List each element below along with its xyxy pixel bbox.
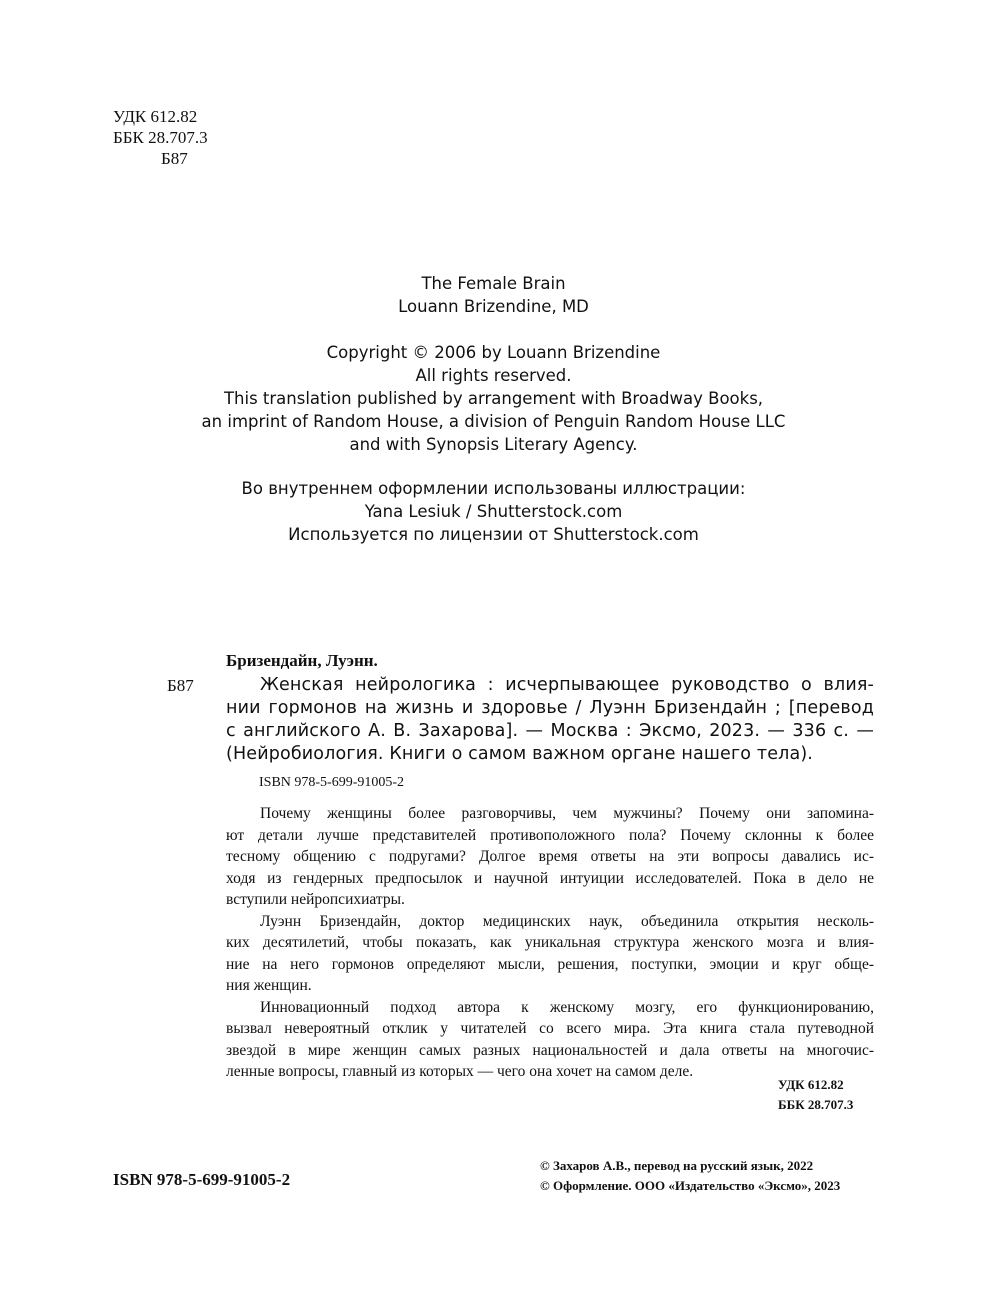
footer-udk: УДК 612.82 — [778, 1077, 844, 1092]
illustrations-notice — [0, 477, 987, 546]
bib-author-mark: Б87 — [167, 676, 194, 695]
annotation-line: ние на него гормонов определяют мысли, решения, поступки, эмоции и круг обще- — [226, 955, 874, 973]
bib-line: (Нейробиология. Книги о самом важном органе нашего тела). — [226, 744, 814, 764]
annotation-line: Инновационный подход автора к женскому мозгу, его функционированию, — [260, 998, 874, 1016]
copyright-line: Copyright © 2006 by Louann Brizendine — [326, 343, 661, 362]
annotation-line: Луэнн Бризендайн, доктор медицинских наук, объединила открытия несколь- — [260, 912, 874, 930]
classification-codes — [113, 106, 208, 169]
original-edition — [0, 272, 987, 318]
author-mark: Б87 — [161, 149, 188, 168]
bib-line: с английского А. В. Захарова]. — Москва : Эксмо, 2023. — 336 с. — — [226, 721, 874, 741]
copyright-line: All rights reserved. — [415, 366, 572, 385]
footer-isbn: ISBN 978-5-699-91005-2 — [113, 1170, 291, 1189]
annotation-line: ния женщин. — [226, 977, 312, 994]
bib-author-heading: Бризендайн, Луэнн. — [226, 651, 378, 670]
udk-code: УДК 612.82 — [113, 107, 198, 126]
original-title: The Female Brain — [421, 274, 566, 293]
copyright-design: © Оформление. ООО «Издательство «Эксмо», 2023 — [540, 1178, 841, 1193]
annotation-line: Почему женщины более разговорчивы, чем мужчины? Почему они запомина- — [260, 805, 874, 822]
annotation-line: ют детали лучше представителей противоположного пола? Почему склонны к более — [226, 826, 874, 844]
bbk-code: ББК 28.707.3 — [113, 128, 208, 147]
bib-description — [226, 674, 874, 766]
copyright-line: This translation published by arrangement with Broadway Books, — [223, 389, 764, 408]
footer-copyrights — [540, 1156, 840, 1196]
copyright-line: and with Synopsis Literary Agency. — [349, 435, 638, 454]
bib-isbn: ISBN 978-5-699-91005-2 — [259, 775, 405, 790]
copyright-notice — [0, 341, 987, 456]
annotation-line: вызвал невероятный отклик у читателей со всего мира. Эта книга стала путеводной — [226, 1020, 874, 1037]
annotation-line: вступили нейропсихиатры. — [226, 891, 405, 908]
footer-bbk: ББК 28.707.3 — [778, 1097, 854, 1112]
annotation-line: ленные вопросы, главный из которых — чего она хочет на самом деле. — [226, 1063, 694, 1080]
original-author: Louann Brizendine, MD — [398, 297, 589, 316]
annotation-line: ходя из гендерных предпосылок и научной интуиции исследователей. Пока в дело не — [226, 869, 874, 887]
annotation-line: ких десятилетий, чтобы показать, как уникальная структура женского мозга и влия- — [226, 934, 874, 951]
illustrations-line: Во внутреннем оформлении использованы иллюстрации: — [241, 479, 746, 498]
annotation-line: звездой в мире женщин самых разных национальностей и дала ответы на многочис- — [226, 1041, 874, 1059]
copyright-line: an imprint of Random House, a division of Penguin Random House LLC — [201, 412, 786, 431]
illustrations-line: Используется по лицензии от Shutterstock.com — [288, 525, 699, 544]
illustrations-line: Yana Lesiuk / Shutterstock.com — [364, 502, 623, 521]
footer-classification — [778, 1075, 853, 1115]
copyright-translation: © Захаров А.В., перевод на русский язык, 2022 — [540, 1158, 814, 1173]
annotation — [226, 803, 874, 1083]
annotation-line: тесному общению с подругами? Долгое время ответы на эти вопросы давались ис- — [226, 848, 874, 865]
bib-line: Женская нейрологика : исчерпывающее руководство о влия- — [260, 675, 874, 695]
bib-line: нии гормонов на жизнь и здоровье / Луэнн Бризендайн ; [перевод — [226, 698, 874, 718]
